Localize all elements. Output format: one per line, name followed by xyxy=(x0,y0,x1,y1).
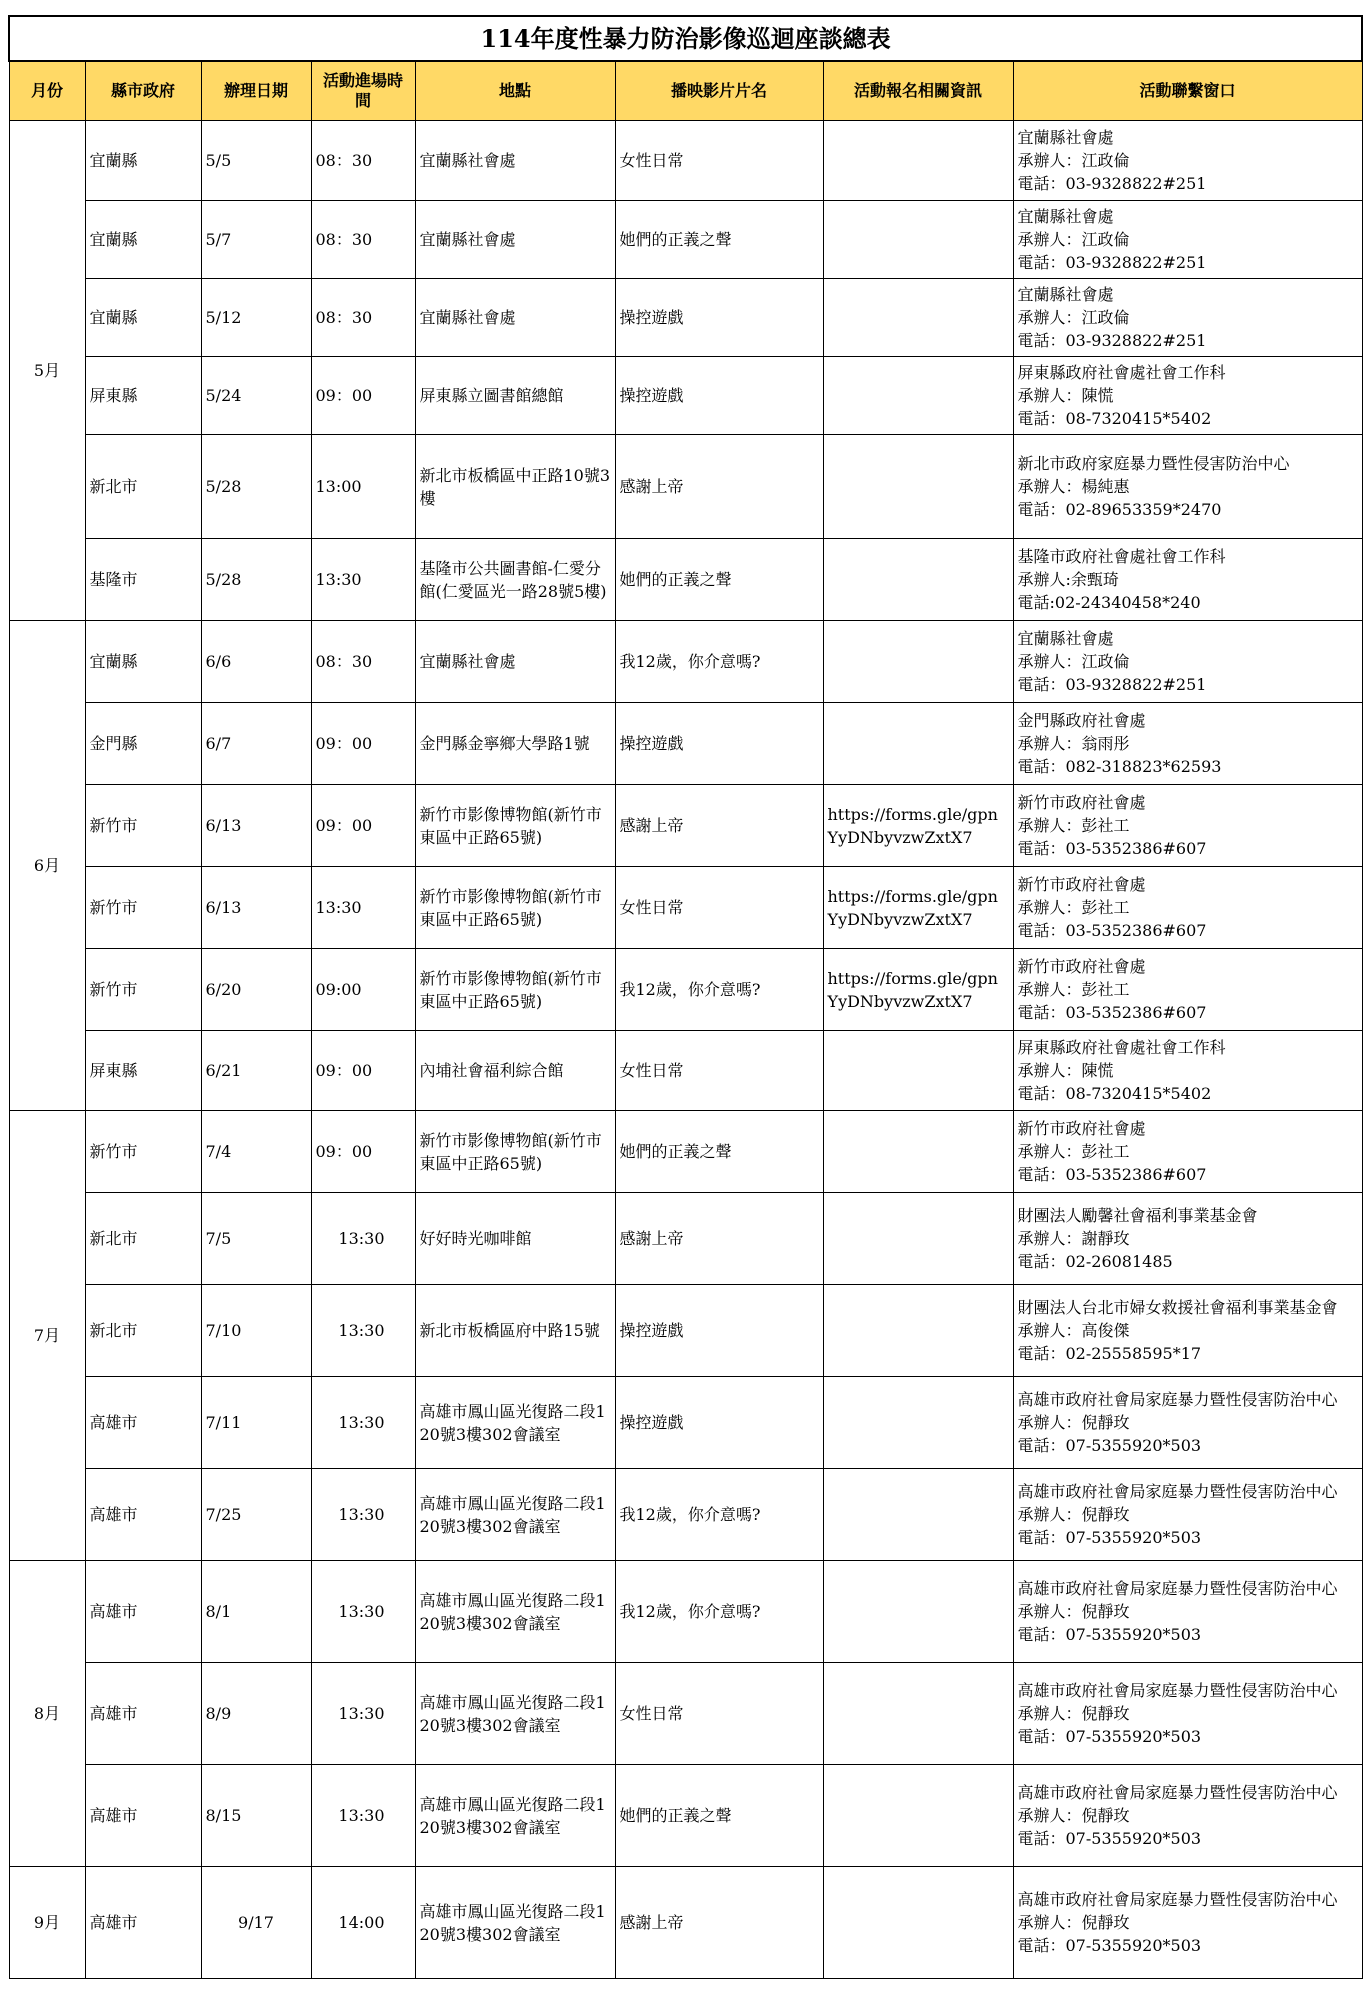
time-cell: 08：30 xyxy=(311,621,415,703)
contact-phone: 電話：07-5355920*503 xyxy=(1017,1625,1202,1644)
table-row xyxy=(9,867,1362,949)
contact-agency: 宜蘭縣社會處 xyxy=(1017,207,1114,226)
contact-agency: 高雄市政府社會局家庭暴力暨性侵害防治中心 xyxy=(1017,1579,1338,1598)
table-row xyxy=(9,1469,1362,1561)
time-cell: 09：00 xyxy=(311,357,415,435)
contact-agency: 宜蘭縣社會處 xyxy=(1017,128,1114,147)
date-cell: 5/7 xyxy=(201,201,311,279)
time-cell: 09:00 xyxy=(311,949,415,1031)
date-cell: 6/21 xyxy=(201,1031,311,1111)
date-cell: 8/15 xyxy=(201,1765,311,1867)
film-cell: 操控遊戲 xyxy=(615,1285,823,1377)
film-cell: 女性日常 xyxy=(615,867,823,949)
contact-person: 承辦人：翁雨彤 xyxy=(1017,734,1130,753)
time-cell: 13:30 xyxy=(311,1469,415,1561)
contact-person: 承辦人:余甄琦 xyxy=(1017,570,1119,589)
month-cell: 9月 xyxy=(9,1867,85,1979)
date-cell: 7/25 xyxy=(201,1469,311,1561)
table-row xyxy=(9,1765,1362,1867)
time-cell: 08：30 xyxy=(311,201,415,279)
time-cell: 13:30 xyxy=(311,1663,415,1765)
registration-cell xyxy=(823,1867,1013,1979)
county-cell: 屏東縣 xyxy=(85,357,201,435)
film-cell: 感謝上帝 xyxy=(615,435,823,539)
table-row xyxy=(9,539,1362,621)
time-cell: 13:30 xyxy=(311,539,415,621)
date-cell: 5/28 xyxy=(201,539,311,621)
contact-cell xyxy=(1013,785,1362,867)
film-cell: 操控遊戲 xyxy=(615,703,823,785)
contact-agency: 新竹市政府社會處 xyxy=(1017,957,1146,976)
header-film: 播映影片片名 xyxy=(615,61,823,121)
date-cell: 6/6 xyxy=(201,621,311,703)
film-cell: 她們的正義之聲 xyxy=(615,539,823,621)
table-row xyxy=(9,1867,1362,1979)
county-cell: 高雄市 xyxy=(85,1469,201,1561)
contact-agency: 金門縣政府社會處 xyxy=(1017,711,1146,730)
header-county: 縣市政府 xyxy=(85,61,201,121)
contact-agency: 高雄市政府社會局家庭暴力暨性侵害防治中心 xyxy=(1017,1783,1338,1802)
registration-cell xyxy=(823,121,1013,201)
month-cell: 7月 xyxy=(9,1111,85,1561)
time-cell: 09：00 xyxy=(311,703,415,785)
film-cell: 她們的正義之聲 xyxy=(615,1765,823,1867)
contact-person: 承辦人：江政倫 xyxy=(1017,308,1130,327)
date-cell: 5/28 xyxy=(201,435,311,539)
contact-person: 承辦人：江政倫 xyxy=(1017,652,1130,671)
registration-cell xyxy=(823,1469,1013,1561)
film-cell: 感謝上帝 xyxy=(615,1867,823,1979)
place-cell: 宜蘭縣社會處 xyxy=(415,201,615,279)
table-row xyxy=(9,201,1362,279)
registration-cell xyxy=(823,435,1013,539)
contact-cell xyxy=(1013,1663,1362,1765)
registration-cell xyxy=(823,1377,1013,1469)
place-cell: 高雄市鳳山區光復路二段120號3樓302會議室 xyxy=(415,1867,615,1979)
contact-phone: 電話：07-5355920*503 xyxy=(1017,1727,1202,1746)
contact-cell xyxy=(1013,867,1362,949)
header-row xyxy=(9,61,1362,121)
contact-phone: 電話：07-5355920*503 xyxy=(1017,1436,1202,1455)
header-place: 地點 xyxy=(415,61,615,121)
time-cell: 08：30 xyxy=(311,279,415,357)
county-cell: 新北市 xyxy=(85,1285,201,1377)
contact-phone: 電話：03-5352386#607 xyxy=(1017,1003,1207,1022)
film-cell: 我12歲，你介意嗎? xyxy=(615,1561,823,1663)
time-cell: 13:30 xyxy=(311,867,415,949)
contact-agency: 宜蘭縣社會處 xyxy=(1017,285,1114,304)
contact-cell xyxy=(1013,539,1362,621)
registration-cell xyxy=(823,1285,1013,1377)
time-cell: 09：00 xyxy=(311,1031,415,1111)
contact-person: 承辦人：彭社工 xyxy=(1017,1142,1130,1161)
county-cell: 新北市 xyxy=(85,435,201,539)
county-cell: 新竹市 xyxy=(85,867,201,949)
time-cell: 09：00 xyxy=(311,785,415,867)
header-date: 辦理日期 xyxy=(201,61,311,121)
month-cell: 5月 xyxy=(9,121,85,621)
contact-person: 承辦人：陳慌 xyxy=(1017,386,1114,405)
contact-cell xyxy=(1013,357,1362,435)
contact-cell xyxy=(1013,121,1362,201)
contact-cell xyxy=(1013,1111,1362,1193)
table-row xyxy=(9,703,1362,785)
time-cell: 14:00 xyxy=(311,1867,415,1979)
contact-phone: 電話：07-5355920*503 xyxy=(1017,1829,1202,1848)
contact-cell xyxy=(1013,201,1362,279)
contact-person: 承辦人：楊純惠 xyxy=(1017,477,1130,496)
registration-cell[interactable]: https://forms.gle/gpnYyDNbyvzwZxtX7 xyxy=(823,949,1013,1031)
film-cell: 感謝上帝 xyxy=(615,785,823,867)
county-cell: 高雄市 xyxy=(85,1377,201,1469)
date-cell: 9/17 xyxy=(201,1867,311,1979)
contact-cell xyxy=(1013,1469,1362,1561)
table-row xyxy=(9,1193,1362,1285)
county-cell: 宜蘭縣 xyxy=(85,121,201,201)
contact-phone: 電話：03-5352386#607 xyxy=(1017,921,1207,940)
contact-agency: 高雄市政府社會局家庭暴力暨性侵害防治中心 xyxy=(1017,1390,1338,1409)
contact-agency: 基隆市政府社會處社會工作科 xyxy=(1017,547,1226,566)
film-cell: 操控遊戲 xyxy=(615,279,823,357)
date-cell: 6/13 xyxy=(201,785,311,867)
contact-agency: 屏東縣政府社會處社會工作科 xyxy=(1017,363,1226,382)
contact-agency: 新竹市政府社會處 xyxy=(1017,875,1146,894)
contact-cell xyxy=(1013,435,1362,539)
place-cell: 高雄市鳳山區光復路二段120號3樓302會議室 xyxy=(415,1663,615,1765)
month-cell: 8月 xyxy=(9,1561,85,1867)
header-month: 月份 xyxy=(9,61,85,121)
contact-person: 承辦人：倪靜玫 xyxy=(1017,1913,1130,1932)
county-cell: 高雄市 xyxy=(85,1765,201,1867)
contact-cell xyxy=(1013,621,1362,703)
county-cell: 新北市 xyxy=(85,1193,201,1285)
contact-person: 承辦人：倪靜玫 xyxy=(1017,1704,1130,1723)
time-cell: 13:30 xyxy=(311,1193,415,1285)
registration-cell xyxy=(823,201,1013,279)
film-cell: 女性日常 xyxy=(615,1031,823,1111)
date-cell: 6/13 xyxy=(201,867,311,949)
table-row xyxy=(9,357,1362,435)
place-cell: 內埔社會福利綜合館 xyxy=(415,1031,615,1111)
time-cell: 13:30 xyxy=(311,1765,415,1867)
contact-phone: 電話：07-5355920*503 xyxy=(1017,1936,1202,1955)
contact-phone: 電話:02-24340458*240 xyxy=(1017,593,1201,612)
contact-agency: 新北市政府家庭暴力暨性侵害防治中心 xyxy=(1017,454,1290,473)
place-cell: 新竹市影像博物館(新竹市東區中正路65號) xyxy=(415,785,615,867)
header-contact: 活動聯繫窗口 xyxy=(1013,61,1362,121)
table-row xyxy=(9,949,1362,1031)
contact-agency: 屏東縣政府社會處社會工作科 xyxy=(1017,1038,1226,1057)
date-cell: 7/11 xyxy=(201,1377,311,1469)
table-row xyxy=(9,1285,1362,1377)
registration-cell xyxy=(823,1561,1013,1663)
place-cell: 宜蘭縣社會處 xyxy=(415,279,615,357)
time-cell: 08：30 xyxy=(311,121,415,201)
contact-agency: 新竹市政府社會處 xyxy=(1017,1119,1146,1138)
place-cell: 新北市板橋區府中路15號 xyxy=(415,1285,615,1377)
place-cell: 新竹市影像博物館(新竹市東區中正路65號) xyxy=(415,1111,615,1193)
county-cell: 高雄市 xyxy=(85,1561,201,1663)
contact-cell xyxy=(1013,1377,1362,1469)
date-cell: 6/20 xyxy=(201,949,311,1031)
registration-cell xyxy=(823,703,1013,785)
contact-person: 承辦人：倪靜玫 xyxy=(1017,1602,1130,1621)
contact-phone: 電話：03-9328822#251 xyxy=(1017,174,1207,193)
contact-cell xyxy=(1013,1285,1362,1377)
contact-phone: 電話：02-26081485 xyxy=(1017,1252,1173,1271)
county-cell: 金門縣 xyxy=(85,703,201,785)
contact-person: 承辦人：彭社工 xyxy=(1017,980,1130,999)
contact-person: 承辦人：倪靜玫 xyxy=(1017,1413,1130,1432)
table-title: 114年度性暴力防治影像巡迴座談總表 xyxy=(9,16,1362,61)
table-row xyxy=(9,1561,1362,1663)
place-cell: 金門縣金寧鄉大學路1號 xyxy=(415,703,615,785)
place-cell: 新北市板橋區中正路10號3樓 xyxy=(415,435,615,539)
county-cell: 宜蘭縣 xyxy=(85,201,201,279)
county-cell: 新竹市 xyxy=(85,1111,201,1193)
place-cell: 高雄市鳳山區光復路二段120號3樓302會議室 xyxy=(415,1765,615,1867)
contact-agency: 高雄市政府社會局家庭暴力暨性侵害防治中心 xyxy=(1017,1681,1338,1700)
film-cell: 女性日常 xyxy=(615,1663,823,1765)
contact-phone: 電話：08-7320415*5402 xyxy=(1017,1084,1212,1103)
table-row xyxy=(9,1111,1362,1193)
contact-phone: 電話：03-5352386#607 xyxy=(1017,839,1207,858)
county-cell: 宜蘭縣 xyxy=(85,621,201,703)
contact-agency: 財團法人台北市婦女救援社會福利事業基金會 xyxy=(1017,1298,1338,1317)
contact-person: 承辦人：倪靜玫 xyxy=(1017,1505,1130,1524)
contact-phone: 電話：03-9328822#251 xyxy=(1017,331,1207,350)
contact-agency: 高雄市政府社會局家庭暴力暨性侵害防治中心 xyxy=(1017,1482,1338,1501)
registration-cell xyxy=(823,1111,1013,1193)
film-cell: 我12歲，你介意嗎? xyxy=(615,949,823,1031)
registration-cell xyxy=(823,1031,1013,1111)
contact-agency: 新竹市政府社會處 xyxy=(1017,793,1146,812)
contact-person: 承辦人：倪靜玫 xyxy=(1017,1806,1130,1825)
schedule-table xyxy=(8,15,1363,1979)
contact-person: 承辦人：謝靜玫 xyxy=(1017,1229,1130,1248)
contact-phone: 電話：03-9328822#251 xyxy=(1017,675,1207,694)
contact-cell xyxy=(1013,1193,1362,1285)
date-cell: 7/4 xyxy=(201,1111,311,1193)
county-cell: 屏東縣 xyxy=(85,1031,201,1111)
date-cell: 5/24 xyxy=(201,357,311,435)
county-cell: 高雄市 xyxy=(85,1867,201,1979)
contact-person: 承辦人：陳慌 xyxy=(1017,1061,1114,1080)
place-cell: 基隆市公共圖書館-仁愛分館(仁愛區光一路28號5樓) xyxy=(415,539,615,621)
contact-cell xyxy=(1013,279,1362,357)
time-cell: 13:30 xyxy=(311,1285,415,1377)
table-row xyxy=(9,1031,1362,1111)
place-cell: 新竹市影像博物館(新竹市東區中正路65號) xyxy=(415,867,615,949)
contact-phone: 電話：08-7320415*5402 xyxy=(1017,409,1212,428)
registration-cell[interactable]: https://forms.gle/gpnYyDNbyvzwZxtX7 xyxy=(823,785,1013,867)
date-cell: 5/12 xyxy=(201,279,311,357)
film-cell: 操控遊戲 xyxy=(615,1377,823,1469)
registration-cell xyxy=(823,357,1013,435)
contact-person: 承辦人：彭社工 xyxy=(1017,898,1130,917)
contact-phone: 電話：02-25558595*17 xyxy=(1017,1344,1202,1363)
date-cell: 8/1 xyxy=(201,1561,311,1663)
registration-cell xyxy=(823,1193,1013,1285)
table-row xyxy=(9,1377,1362,1469)
contact-cell xyxy=(1013,949,1362,1031)
contact-phone: 電話：082-318823*62593 xyxy=(1017,757,1222,776)
contact-person: 承辦人：江政倫 xyxy=(1017,230,1130,249)
contact-person: 承辦人：江政倫 xyxy=(1017,151,1130,170)
contact-agency: 宜蘭縣社會處 xyxy=(1017,629,1114,648)
contact-person: 承辦人：彭社工 xyxy=(1017,816,1130,835)
time-cell: 13:30 xyxy=(311,1377,415,1469)
table-row xyxy=(9,1663,1362,1765)
date-cell: 5/5 xyxy=(201,121,311,201)
county-cell: 宜蘭縣 xyxy=(85,279,201,357)
table-row xyxy=(9,121,1362,201)
registration-cell xyxy=(823,1663,1013,1765)
contact-agency: 高雄市政府社會局家庭暴力暨性侵害防治中心 xyxy=(1017,1890,1338,1909)
date-cell: 8/9 xyxy=(201,1663,311,1765)
place-cell: 新竹市影像博物館(新竹市東區中正路65號) xyxy=(415,949,615,1031)
contact-person: 承辦人：高俊傑 xyxy=(1017,1321,1130,1340)
county-cell: 高雄市 xyxy=(85,1663,201,1765)
table-row xyxy=(9,435,1362,539)
contact-cell xyxy=(1013,1031,1362,1111)
place-cell: 好好時光咖啡館 xyxy=(415,1193,615,1285)
registration-cell xyxy=(823,1765,1013,1867)
time-cell: 09：00 xyxy=(311,1111,415,1193)
contact-cell xyxy=(1013,1561,1362,1663)
table-row xyxy=(9,279,1362,357)
film-cell: 女性日常 xyxy=(615,121,823,201)
contact-phone: 電話：03-9328822#251 xyxy=(1017,253,1207,272)
place-cell: 宜蘭縣社會處 xyxy=(415,121,615,201)
registration-cell xyxy=(823,279,1013,357)
date-cell: 7/10 xyxy=(201,1285,311,1377)
place-cell: 高雄市鳳山區光復路二段120號3樓302會議室 xyxy=(415,1561,615,1663)
contact-phone: 電話：02-89653359*2470 xyxy=(1017,500,1222,519)
contact-cell xyxy=(1013,1765,1362,1867)
table-row xyxy=(9,621,1362,703)
time-cell: 13:00 xyxy=(311,435,415,539)
film-cell: 操控遊戲 xyxy=(615,357,823,435)
month-cell: 6月 xyxy=(9,621,85,1111)
film-cell: 我12歲，你介意嗎? xyxy=(615,621,823,703)
film-cell: 我12歲，你介意嗎? xyxy=(615,1469,823,1561)
place-cell: 宜蘭縣社會處 xyxy=(415,621,615,703)
contact-agency: 財團法人勵馨社會福利事業基金會 xyxy=(1017,1206,1258,1225)
registration-cell xyxy=(823,539,1013,621)
date-cell: 7/5 xyxy=(201,1193,311,1285)
header-registration: 活動報名相關資訊 xyxy=(823,61,1013,121)
film-cell: 感謝上帝 xyxy=(615,1193,823,1285)
date-cell: 6/7 xyxy=(201,703,311,785)
contact-cell xyxy=(1013,1867,1362,1979)
place-cell: 高雄市鳳山區光復路二段120號3樓302會議室 xyxy=(415,1377,615,1469)
place-cell: 高雄市鳳山區光復路二段120號3樓302會議室 xyxy=(415,1469,615,1561)
contact-phone: 電話：07-5355920*503 xyxy=(1017,1528,1202,1547)
table-row xyxy=(9,785,1362,867)
county-cell: 新竹市 xyxy=(85,949,201,1031)
header-time: 活動進場時間 xyxy=(311,61,415,121)
place-cell: 屏東縣立圖書館總館 xyxy=(415,357,615,435)
county-cell: 基隆市 xyxy=(85,539,201,621)
registration-cell[interactable]: https://forms.gle/gpnYyDNbyvzwZxtX7 xyxy=(823,867,1013,949)
film-cell: 她們的正義之聲 xyxy=(615,1111,823,1193)
table-body xyxy=(9,121,1362,1979)
film-cell: 她們的正義之聲 xyxy=(615,201,823,279)
county-cell: 新竹市 xyxy=(85,785,201,867)
contact-cell xyxy=(1013,703,1362,785)
contact-phone: 電話：03-5352386#607 xyxy=(1017,1165,1207,1184)
time-cell: 13:30 xyxy=(311,1561,415,1663)
registration-cell xyxy=(823,621,1013,703)
